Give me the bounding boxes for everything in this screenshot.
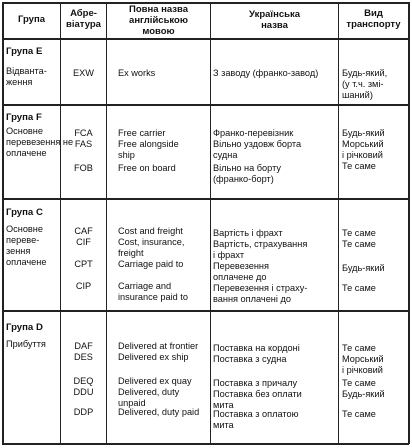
table-border-right bbox=[408, 2, 410, 444]
table-border-left bbox=[2, 2, 4, 444]
transport-cell: Будь-який bbox=[342, 128, 385, 138]
transport-cell: Будь-який bbox=[342, 389, 385, 399]
ukrainian-name-cell: Вартість, страхування і фрахт bbox=[213, 239, 308, 260]
english-name-cell: Carriage paid to bbox=[118, 259, 184, 269]
column-divider bbox=[338, 2, 339, 444]
transport-cell: Те саме bbox=[342, 239, 376, 249]
transport-cell: Морський і річковий bbox=[342, 354, 384, 375]
abbreviation-cell: DEQ bbox=[73, 376, 94, 386]
transport-cell: Те саме bbox=[342, 283, 376, 293]
english-name-cell: Free alongside ship bbox=[118, 139, 179, 160]
abbreviation-cell: DES bbox=[74, 352, 93, 362]
abbreviation-cell: CIF bbox=[76, 237, 91, 247]
ukrainian-name-cell: Перевезення оплачене до bbox=[213, 261, 269, 282]
transport-cell: Будь-який bbox=[342, 263, 385, 273]
transport-cell: Морський і річковий bbox=[342, 139, 384, 160]
english-name-cell: Free on board bbox=[118, 163, 176, 173]
transport-cell: Те саме bbox=[342, 161, 376, 171]
header-divider bbox=[2, 38, 409, 40]
abbreviation-cell: FOB bbox=[74, 163, 93, 173]
header-ukrainian-name: Українська назва bbox=[249, 9, 300, 31]
group-divider bbox=[2, 310, 409, 312]
abbreviation-cell: CIP bbox=[75, 281, 92, 291]
abbreviation-cell: CAF bbox=[74, 226, 93, 236]
group-title: Група D bbox=[6, 322, 43, 333]
ukrainian-name-cell: Перевезення і страху- вання оплачені до bbox=[213, 283, 308, 304]
english-name-cell: Delivered ex quay bbox=[118, 376, 192, 386]
group-divider bbox=[2, 104, 409, 106]
header-full-english-name: Повна назва англійською мовою bbox=[129, 4, 188, 37]
group-description: Прибуття bbox=[6, 339, 46, 349]
abbreviation-cell: FCA bbox=[74, 128, 93, 138]
english-name-cell: Delivered ex ship bbox=[118, 352, 189, 362]
ukrainian-name-cell: З заводу (франко-завод) bbox=[213, 68, 319, 78]
ukrainian-name-cell: Вільно на борту (франко-борт) bbox=[213, 163, 281, 184]
group-description: Відванта- ження bbox=[6, 66, 47, 87]
abbreviation-cell: DAF bbox=[74, 341, 93, 351]
abbreviation-cell: DDP bbox=[73, 407, 94, 417]
english-name-cell: Delivered, duty paid bbox=[118, 407, 200, 417]
english-name-cell: Delivered at frontier bbox=[118, 341, 199, 351]
abbreviation-cell: FAS bbox=[74, 139, 93, 149]
ukrainian-name-cell: Поставка на кордоні bbox=[213, 343, 300, 353]
english-name-cell: Ex works bbox=[118, 68, 156, 78]
group-description: Основне перевезення не оплачене bbox=[6, 126, 74, 158]
table-border-bottom bbox=[2, 443, 409, 445]
group-divider bbox=[2, 198, 409, 200]
group-description: Основне переве- зення оплачене bbox=[6, 224, 47, 267]
ukrainian-name-cell: Поставка без оплати мита bbox=[213, 389, 302, 410]
transport-cell: Те саме bbox=[342, 343, 376, 353]
transport-cell: Те саме bbox=[342, 409, 376, 419]
header-abbreviation: Абре- віатура bbox=[66, 8, 101, 30]
abbreviation-cell: EXW bbox=[73, 68, 94, 78]
english-name-cell: Cost and freight bbox=[118, 226, 183, 236]
ukrainian-name-cell: Поставка з судна bbox=[213, 354, 287, 364]
group-title: Група F bbox=[6, 112, 42, 123]
group-title: Група С bbox=[6, 207, 43, 218]
column-divider bbox=[106, 2, 107, 444]
header-transport-type: Вид транспорту bbox=[346, 8, 401, 30]
ukrainian-name-cell: Вільно уздовж борта судна bbox=[213, 139, 302, 160]
ukrainian-name-cell: Поставка з оплатою мита bbox=[213, 409, 299, 430]
english-name-cell: Delivered, duty unpaid bbox=[118, 387, 180, 408]
transport-cell: Те саме bbox=[342, 228, 376, 238]
english-name-cell: Cost, insurance, freight bbox=[118, 237, 185, 258]
header-group: Група bbox=[17, 14, 45, 25]
ukrainian-name-cell: Вартість і фрахт bbox=[213, 228, 283, 238]
ukrainian-name-cell: Франко-перевізник bbox=[213, 128, 294, 138]
transport-cell: Будь-який, (у т.ч. змі- шаний) bbox=[342, 68, 388, 100]
english-name-cell: Carriage and insurance paid to bbox=[118, 281, 188, 302]
group-title: Група Е bbox=[6, 46, 43, 57]
english-name-cell: Free carrier bbox=[118, 128, 166, 138]
transport-cell: Те саме bbox=[342, 378, 376, 388]
abbreviation-cell: CPT bbox=[74, 259, 93, 269]
column-divider bbox=[210, 2, 211, 444]
ukrainian-name-cell: Поставка з причалу bbox=[213, 378, 298, 388]
abbreviation-cell: DDU bbox=[73, 387, 94, 397]
